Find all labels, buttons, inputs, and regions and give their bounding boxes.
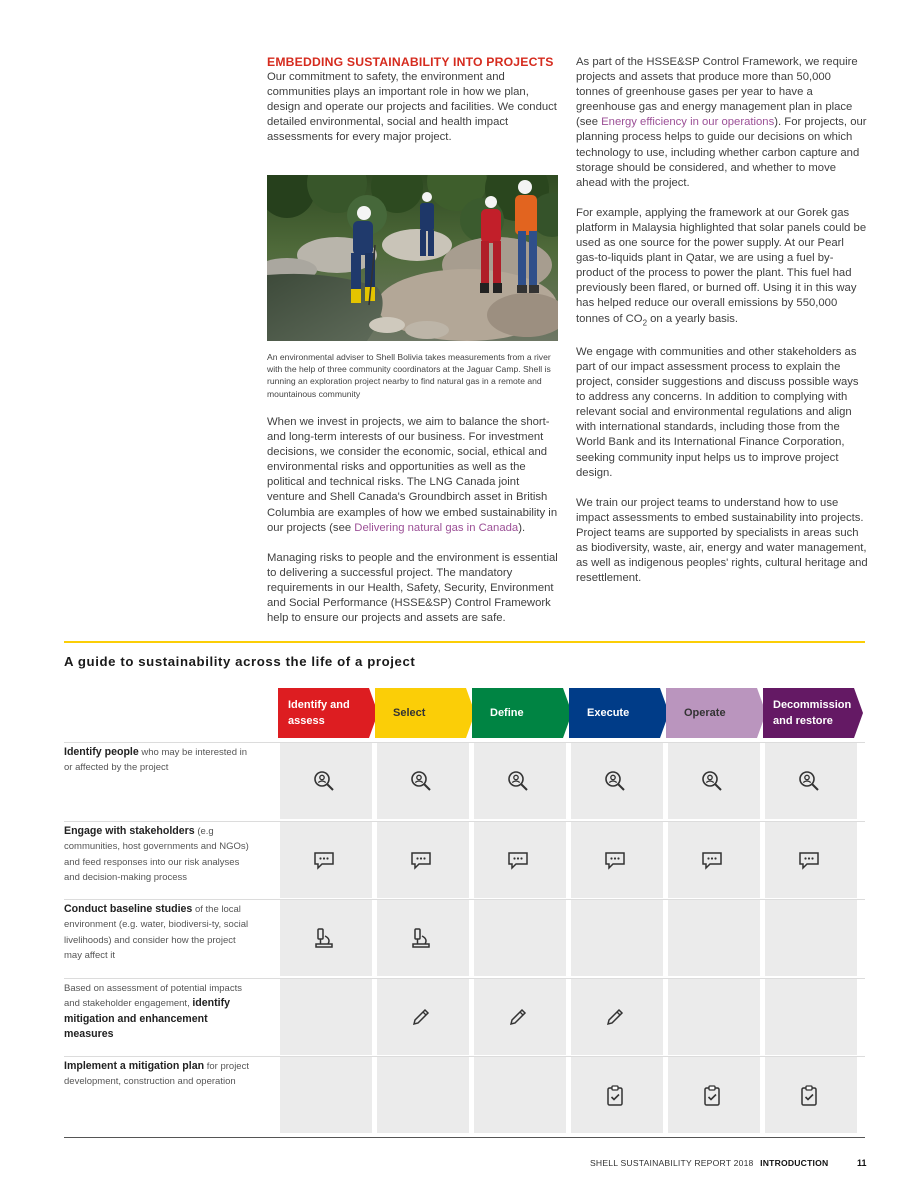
pencil-icon	[604, 1006, 626, 1028]
magnifier-person-icon	[701, 770, 723, 792]
stage-decommission	[763, 688, 863, 738]
clipboard-check-icon	[604, 1084, 626, 1106]
stage-execute	[569, 688, 669, 738]
stage-select	[375, 688, 475, 738]
row-label	[64, 824, 254, 886]
engage-paragraph: We engage with communities and other stakeholders as part of our impact assessment process to explain the project, consider suggestions and discuss possible ways to address any concerns. In addition to complying with relevant social and environmental regulations and align with international standards, including those from the World Bank and its International Finance Corporation, seeking community input helps us to improve project design.	[576, 345, 859, 479]
pencil-icon	[410, 1006, 432, 1028]
stage-label: Execute	[587, 707, 630, 719]
grid-cell	[668, 979, 760, 1055]
ghg-paragraph: As part of the HSSE&SP Control Framework, we require projects and assets that produce more than 50,000 tonnes of greenhouse gases per year to have a greenhouse gas and energy management plan in place (see Energy efficiency in our operations). For projects, our planning process helps to guide our decisions on which technology to use, including whether carbon capture and storage should be considered, and whether to move ahead with the project.	[576, 56, 867, 189]
row-label	[64, 902, 254, 964]
row-label-bold: identify mitigation and enhancement measures	[64, 997, 231, 1041]
grid-cell	[280, 979, 372, 1055]
bottom-divider	[64, 1137, 865, 1138]
grid-cell	[474, 1057, 566, 1133]
left-column	[267, 55, 559, 145]
clipboard-check-icon	[701, 1084, 723, 1106]
stage-label: Decommission	[773, 699, 852, 711]
grid-cell	[474, 900, 566, 976]
stage-label: Select	[393, 707, 426, 719]
magnifier-person-icon	[604, 770, 626, 792]
speech-bubble-icon	[410, 849, 432, 871]
investment-paragraph: When we invest in projects, we aim to balance the short- and long-term interests of our business. For investment decisions, we consider the economic, social, ethical and environmental risks and opportunities as well as the political and technical risks. The LNG Canada joint venture and Shell Canada's Groundbirch asset in British Columbia are examples of how we embed sustainability in our projects (see Delivering natural gas in Canada).	[267, 416, 558, 534]
stage-label-line2: assess	[288, 715, 325, 727]
row-label-bold: Identify people	[64, 746, 139, 758]
grid-cell	[571, 900, 663, 976]
row-label-bold: Conduct baseline studies	[64, 903, 193, 915]
speech-bubble-icon	[701, 849, 723, 871]
risk-paragraph: Managing risks to people and the environment is essential to delivering a successful project. The mandatory requirements in our Health, Safety, Security, Environment and Social Performance (HSSE&SP) Control Framework help to ensure our projects and assets are safe.	[267, 551, 558, 625]
grid-cell	[765, 979, 857, 1055]
magnifier-person-icon	[410, 770, 432, 792]
stage-label: Define	[490, 707, 524, 719]
grid-cell	[668, 900, 760, 976]
magnifier-person-icon	[798, 770, 820, 792]
clipboard-check-icon	[798, 1084, 820, 1106]
photo-caption: An environmental adviser to Shell Bolivia takes measurements from a river with the help of three community coordinators at the Jaguar Camp. Shell is running an exploration project nearby to find natural gas in a remote and mountainous community	[267, 352, 551, 399]
row-label-text: (e.g communities, host governments and NGOs) and feed responses into our risk analyses and decision-making process	[64, 826, 249, 884]
row-label-text: Based on assessment of potential impacts and stakeholder engagement,	[64, 983, 242, 1010]
speech-bubble-icon	[798, 849, 820, 871]
stage-label-line2: and restore	[773, 715, 833, 727]
page-footer	[590, 1158, 828, 1168]
row-label-text: who may be interested in or affected by the project	[64, 747, 248, 774]
microscope-icon	[313, 927, 335, 949]
microscope-icon	[410, 927, 432, 949]
magnifier-person-icon	[313, 770, 335, 792]
page-number: 11	[857, 1158, 867, 1168]
row-label-bold: Engage with stakeholders	[64, 825, 195, 837]
intro-paragraph: Our commitment to safety, the environment and communities plays an important role in how we plan, design and operate our projects and facilities. We conduct detailed environmental, social and health impact assessments for every major project.	[267, 71, 557, 144]
guide-title: A guide to sustainability across the life of a project	[64, 654, 416, 669]
stage-label: Identify and	[288, 699, 350, 711]
energy-efficiency-link[interactable]: Energy efficiency in our operations	[601, 116, 775, 129]
row-label-text: of the local environment (e.g. water, biodiversi-ty, social livelihoods) and consider how the project may affect it	[64, 904, 249, 962]
yellow-divider	[64, 641, 865, 643]
grid-cell	[765, 900, 857, 976]
speech-bubble-icon	[313, 849, 335, 871]
speech-bubble-icon	[604, 849, 626, 871]
grid-cell	[280, 1057, 372, 1133]
pencil-icon	[507, 1006, 529, 1028]
magnifier-person-icon	[507, 770, 529, 792]
right-column	[576, 55, 868, 586]
stage-identify-and	[278, 688, 378, 738]
stage-label: Operate	[684, 707, 726, 719]
speech-bubble-icon	[507, 849, 529, 871]
footer-report-title: SHELL SUSTAINABILITY REPORT 2018	[590, 1158, 754, 1168]
row-label	[64, 745, 254, 776]
delivering-natural-gas-link[interactable]: Delivering natural gas in Canada	[354, 521, 519, 534]
example-paragraph: For example, applying the framework at our Gorek gas platform in Malaysia highlighted that solar panels could be used as one source for the power supply. At our Pearl gas-to-liquids plant in Qatar, we are using a fuel by-product of the process to power the plant. This fuel had previously been flared, or burned off. Using it in this way has helped reduce our overall emissions by 550,000 tonnes of $CO_2$ on a yearly basis.	[576, 206, 867, 327]
row-label-bold: Implement a mitigation plan	[64, 1060, 205, 1072]
stage-operate	[666, 688, 766, 738]
left-column-lower	[267, 415, 559, 626]
section-heading: EMBEDDING SUSTAINABILITY INTO PROJECTS	[267, 55, 554, 69]
train-paragraph: We train our project teams to understand how to use impact assessments to embed sustainability into projects. Project teams are supported by specialists in areas such as biodiversity, waste, air, energy and water management, as well as indigenous peoples' rights, cultural heritage and resettlement.	[576, 496, 868, 585]
footer-section: INTRODUCTION	[760, 1158, 829, 1168]
row-label	[64, 1059, 254, 1090]
row-label	[64, 981, 254, 1043]
stage-define	[472, 688, 572, 738]
grid-cell	[377, 1057, 469, 1133]
row-label-text: for project development, construction and operation	[64, 1061, 249, 1088]
bolivia-river-photo	[267, 175, 558, 341]
